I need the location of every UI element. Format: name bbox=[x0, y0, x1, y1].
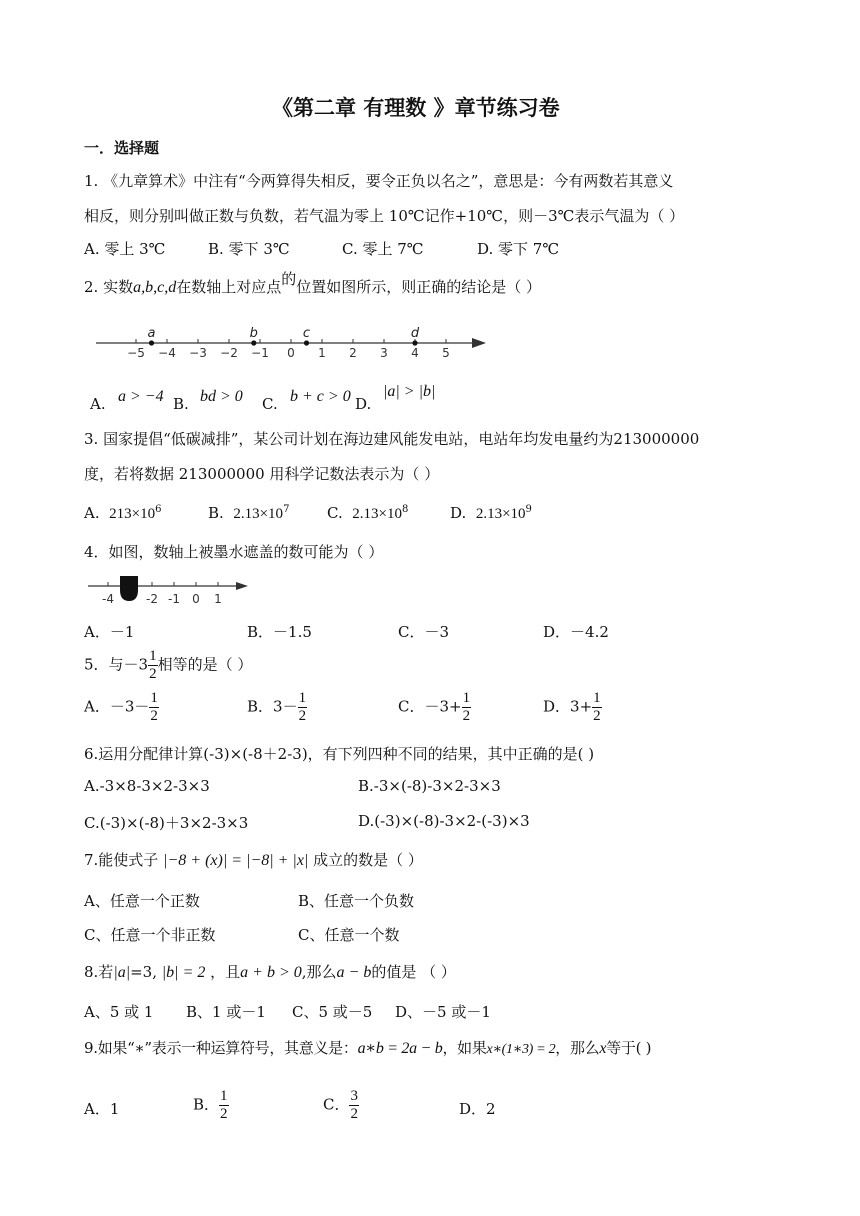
q9-option-b bbox=[193, 1088, 229, 1123]
q7-option-b: B、任意一个负数 bbox=[298, 892, 415, 910]
q9-prefix: 9.如果“ bbox=[84, 1039, 135, 1057]
q5-fraction bbox=[148, 648, 158, 683]
q7-expr: |−8 + (x)| = |−8| + |x| bbox=[163, 852, 309, 869]
q2-option-a-label: A. bbox=[90, 395, 106, 413]
q7-prefix: 7.能使式子 bbox=[84, 851, 159, 869]
q8-text-1: =3, bbox=[130, 963, 157, 981]
q2-tick-label: 5 bbox=[442, 346, 450, 360]
q9-mid-2: ，如果 bbox=[442, 1039, 487, 1057]
section-heading: 一．选择题 bbox=[84, 139, 160, 157]
q2-option-d-expr: |a| > |b| bbox=[383, 383, 436, 400]
page-title: 《第二章 有理数 》章节练习卷 bbox=[272, 96, 560, 120]
q4-stem: 4．如图，数轴上被墨水遮盖的数可能为（ ） bbox=[84, 543, 384, 561]
q8-text-2: ，且 bbox=[210, 963, 241, 981]
q1-option-a: A. 零上 3℃ bbox=[84, 240, 166, 258]
q5-option-b bbox=[247, 690, 307, 725]
q6-option-a: A.-3×8-3×2-3×3 bbox=[84, 777, 210, 795]
q5-option-d-frac bbox=[592, 690, 602, 725]
q2-vars: a,b,c,d bbox=[133, 279, 177, 296]
q2-tick-label: −2 bbox=[220, 346, 238, 360]
q3-option-a-label: A. bbox=[84, 504, 100, 522]
q3-option-c-exp: 8 bbox=[401, 504, 409, 515]
q9-var-x: x bbox=[599, 1040, 607, 1057]
q9-option-d: D．2 bbox=[459, 1100, 496, 1118]
q9-option-c-label: C． bbox=[323, 1095, 350, 1114]
q9-option-c-den: 2 bbox=[350, 1106, 358, 1122]
q8-expr-abs-a: |a| bbox=[113, 964, 131, 981]
q2-tick-label: 3 bbox=[380, 346, 388, 360]
q7-option-c: C、任意一个非正数 bbox=[84, 926, 216, 944]
q3-option-b-label: B. bbox=[208, 504, 224, 522]
q4-option-c: C．－3 bbox=[398, 623, 450, 641]
q5-option-c bbox=[398, 690, 471, 725]
q1-option-d: D. 零下 7℃ bbox=[477, 240, 560, 258]
q5-suffix: 相等的是（ ） bbox=[157, 655, 253, 674]
q5-frac-den: 2 bbox=[149, 666, 157, 682]
q3-option-c-base: 2.13×10 bbox=[352, 506, 402, 522]
q2-option-c-label: C. bbox=[262, 395, 278, 413]
q3-option-c-label: C. bbox=[327, 504, 343, 522]
q9-mid-1: ”表示一种运算符号，其意义是： bbox=[144, 1039, 358, 1057]
q5-option-d bbox=[543, 690, 602, 725]
q2-option-b-expr: bd > 0 bbox=[200, 388, 243, 405]
q4-tick-label: -4 bbox=[102, 592, 114, 606]
q3-option-b-base: 2.13×10 bbox=[233, 506, 284, 522]
q2-prefix: 2. 实数 bbox=[84, 278, 134, 296]
q3-line2: 度，若将数据 213000000 用科学记数法表示为（ ） bbox=[84, 465, 440, 483]
q3-option-d bbox=[450, 504, 532, 523]
q4-number-line bbox=[86, 574, 256, 608]
q7-suffix: 成立的数是（ ） bbox=[313, 851, 423, 869]
q5-option-c-num: 1 bbox=[462, 690, 471, 706]
q2-suffix: 位置如图所示，则正确的结论是（ ） bbox=[296, 278, 542, 296]
q4-axis-arrow bbox=[236, 582, 248, 590]
q3-option-b bbox=[208, 504, 289, 523]
q9-definition: a∗b = 2a − b bbox=[357, 1040, 443, 1057]
q2-tick-label: −4 bbox=[158, 346, 176, 360]
q2-stem bbox=[84, 270, 542, 297]
q9-suffix: 等于( ) bbox=[606, 1039, 652, 1057]
q5-option-b-text: B．3－ bbox=[247, 697, 298, 716]
ink-blot bbox=[120, 576, 138, 601]
q8-prefix: 8.若 bbox=[84, 963, 114, 981]
q9-option-b-frac bbox=[219, 1088, 229, 1123]
q8-expr-diff: a − b bbox=[336, 964, 372, 981]
q4-option-b: B．－1.5 bbox=[247, 623, 312, 641]
q3-option-a bbox=[84, 504, 162, 523]
q2-tick-label: −1 bbox=[251, 346, 269, 360]
q2-tick-label: 1 bbox=[318, 346, 326, 360]
q5-option-b-num: 1 bbox=[298, 690, 307, 706]
q2-tick-label: 2 bbox=[349, 346, 357, 360]
q2-tick-label: 4 bbox=[411, 346, 419, 360]
q2-point-b bbox=[251, 340, 256, 345]
q5-option-a bbox=[84, 690, 159, 725]
q5-option-a-frac bbox=[149, 690, 159, 725]
q9-option-a: A．1 bbox=[84, 1100, 120, 1118]
q5-option-a-text: A．－3－ bbox=[84, 697, 150, 716]
q4-tick-label: 0 bbox=[192, 592, 200, 606]
q8-text-4: 的值是 （ ） bbox=[371, 963, 456, 981]
q8-option-c: C、5 或－5 bbox=[292, 1003, 373, 1021]
q5-option-c-den: 2 bbox=[462, 708, 471, 724]
q5-prefix: 5．与－3 bbox=[84, 655, 149, 674]
q5-option-d-num: 1 bbox=[593, 690, 601, 706]
q8-option-a: A、5 或 1 bbox=[84, 1003, 154, 1021]
q2-point-label-a: a bbox=[147, 326, 156, 341]
q5-option-d-den: 2 bbox=[593, 708, 601, 724]
q4-tick-label: -2 bbox=[146, 592, 158, 606]
q2-option-a-expr: a > −4 bbox=[118, 388, 164, 405]
q8-stem bbox=[84, 961, 456, 982]
q6-option-b: B.-3×(-8)-3×2-3×3 bbox=[358, 777, 501, 795]
q3-option-d-label: D. bbox=[450, 504, 467, 522]
q6-stem: 6.运用分配律计算(-3)×(-8＋2-3)，有下列四种不同的结果，其中正确的是( ) bbox=[84, 745, 595, 763]
q2-tick-label: 0 bbox=[287, 346, 295, 360]
q1-line2: 相反，则分别叫做正数与负数，若气温为零上 10℃记作+10℃，则－3℃表示气温为（ ） bbox=[84, 207, 685, 225]
q2-number-line bbox=[94, 322, 494, 362]
q9-option-c-frac bbox=[349, 1088, 359, 1123]
q4-tick-label: -1 bbox=[168, 592, 180, 606]
q2-tick-label: −5 bbox=[127, 346, 145, 360]
q9-option-b-den: 2 bbox=[220, 1106, 228, 1122]
q9-star: ∗ bbox=[134, 1039, 145, 1057]
q7-option-a: A、任意一个正数 bbox=[84, 892, 200, 910]
q3-option-b-exp: 7 bbox=[283, 504, 290, 515]
q9-option-b-label: B． bbox=[193, 1095, 220, 1114]
q5-option-b-frac bbox=[298, 690, 308, 725]
q2-tick-label: −3 bbox=[189, 346, 207, 360]
q2-mid: 在数轴上对应点 bbox=[176, 278, 282, 296]
q8-expr-sum: a + b > 0 bbox=[240, 964, 302, 981]
q9-option-b-num: 1 bbox=[220, 1088, 228, 1104]
q5-stem bbox=[84, 648, 252, 683]
q2-point-label-d: d bbox=[410, 326, 420, 341]
q8-option-b: B、1 或－1 bbox=[186, 1003, 266, 1021]
q3-line1: 3. 国家提倡“低碳减排”，某公司计划在海边建风能发电站，电站年均发电量约为213000000 bbox=[84, 430, 700, 448]
q2-option-b-label: B. bbox=[173, 395, 189, 413]
q3-option-d-base: 2.13×10 bbox=[475, 506, 526, 522]
q1-option-b: B. 零下 3℃ bbox=[208, 240, 290, 258]
q6-option-d: D.(-3)×(-8)-3×2-(-3)×3 bbox=[358, 812, 530, 830]
q2-point-a bbox=[149, 340, 154, 345]
q3-option-d-exp: 9 bbox=[525, 504, 532, 515]
q5-option-c-frac bbox=[462, 690, 472, 725]
q5-option-c-text: C．－3+ bbox=[398, 697, 462, 716]
q2-point-c bbox=[304, 340, 309, 345]
q4-option-a: A．－1 bbox=[84, 623, 135, 641]
q7-stem bbox=[84, 849, 423, 870]
q2-de: 的 bbox=[281, 270, 297, 288]
q5-option-b-den: 2 bbox=[298, 708, 307, 724]
q9-condition: x∗(1∗3) = 2 bbox=[486, 1042, 556, 1057]
q2-point-d bbox=[412, 340, 417, 345]
q2-option-d-label: D. bbox=[355, 395, 372, 413]
q1-line1: 1. 《九章算术》中注有“今两算得失相反，要令正负以名之”，意思是：今有两数若其意义 bbox=[84, 172, 674, 190]
q4-tick-label: 1 bbox=[214, 592, 222, 606]
q8-expr-abs-b: |b| = 2 bbox=[161, 964, 206, 981]
q7-option-d: C、任意一个数 bbox=[298, 926, 400, 944]
q4-option-d: D．－4.2 bbox=[543, 623, 609, 641]
q9-stem bbox=[84, 1037, 651, 1058]
q8-text-3: ,那么 bbox=[301, 963, 337, 981]
q2-point-label-c: c bbox=[302, 326, 311, 341]
q2-point-label-b: b bbox=[249, 326, 258, 341]
q3-option-a-exp: 6 bbox=[155, 504, 162, 515]
q5-frac-num: 1 bbox=[149, 648, 157, 664]
q5-option-a-den: 2 bbox=[150, 708, 158, 724]
q9-option-c bbox=[323, 1088, 359, 1123]
q8-option-d: D、－5 或－1 bbox=[395, 1003, 491, 1021]
q6-option-c: C.(-3)×(-8)＋3×2-3×3 bbox=[84, 814, 249, 832]
q3-option-c bbox=[327, 504, 408, 523]
q9-mid-3: ，那么 bbox=[555, 1039, 600, 1057]
q3-option-a-base: 213×10 bbox=[109, 506, 156, 522]
q5-option-d-text: D．3+ bbox=[543, 697, 593, 716]
q1-option-c: C. 零上 7℃ bbox=[342, 240, 424, 258]
q2-axis-arrow bbox=[472, 338, 486, 348]
q2-option-c-expr: b + c > 0 bbox=[290, 388, 351, 405]
q5-option-a-num: 1 bbox=[150, 690, 158, 706]
q9-option-c-num: 3 bbox=[350, 1088, 358, 1104]
